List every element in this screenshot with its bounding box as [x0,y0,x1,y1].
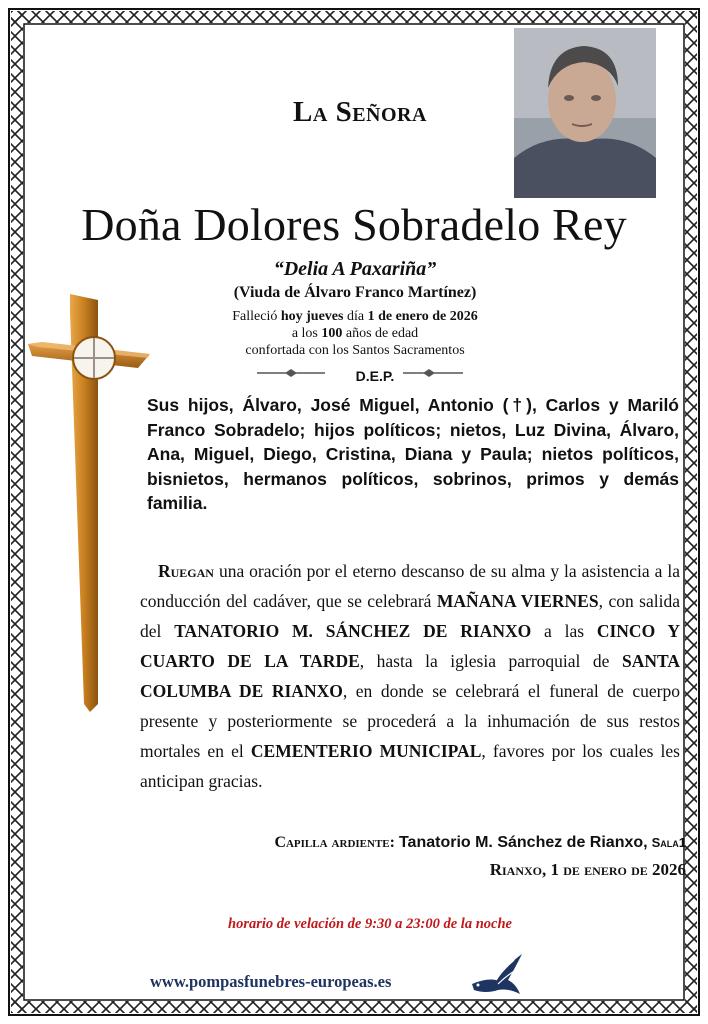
death-date: 1 de enero de 2026 [367,309,478,324]
age-pre: a los [291,326,322,341]
ruegan-lead: Ruegan [158,561,214,581]
death-day: hoy jueves [280,309,344,324]
ruegan-text-1: una oración por el eterno descanso de su alma y la asistencia a la conducción del cadáver, que se celebrará [140,561,680,611]
ruegan-text-2: , con salida del [140,591,680,641]
page-title: La Señora [293,96,427,128]
chapel-label: Capilla ardiente: [274,834,395,851]
death-date-pre: Falleció [232,309,281,324]
website-link[interactable]: www.pompasfunebres-europeas.es [150,972,392,991]
chapel-line [200,834,686,852]
death-date-line [170,308,540,325]
ruegan-text-4: , hasta la iglesia parroquial de [359,651,622,671]
sacraments-line: confortada con los Santos Sacramentos [245,343,465,358]
widow-of: (Viuda de Álvaro Franco Martínez) [233,284,477,301]
ruegan-text-3: a las [531,621,597,641]
ruegan-day: MAÑANA VIERNES [436,591,599,611]
death-date-mid: día [343,309,368,324]
ruegan-funeral-home: TANATORIO M. SÁNCHEZ DE RIANXO [174,621,532,641]
ruegan-text-5: , en donde se celebrará el funeral de cuerpo presente y posteriormente se procederá a la inhumación de sus restos mortales en el [140,681,680,761]
age-post: años de edad [342,326,419,341]
chapel-room: Sala1 [651,835,686,850]
cross-icon [28,292,150,712]
death-details [170,308,540,359]
portrait-photo [514,28,656,198]
chapel-place: Tanatorio M. Sánchez de Rianxo, [398,834,648,851]
viewing-hours: horario de velación de 9:30 a 23:00 de la noche [228,916,512,932]
ruegan-church: SANTA COLUMBA DE RIANXO [140,651,680,701]
dove-icon [468,950,524,1000]
ruegan-cemetery: CEMENTERIO MUNICIPAL [250,741,482,761]
family-text: Sus hijos, Álvaro, José Miguel, Antonio (†), Carlos y Mariló Franco Sobradelo; hijos políticos; nietos, Luz Divina, Álvaro, Ana, Miguel, Diego, Cristina, Diana y Paula; nietos políticos, bisnietos, hermanos políticos, sobrinos, primos y demás familia. [147,395,679,513]
age-value: 100 [321,326,343,341]
dep-label: D.E.P. [355,368,395,384]
age-line [170,325,540,342]
ruegan-paragraph [140,556,680,796]
place-date: Rianxo, 1 de enero de 2026 [489,860,686,879]
ruegan-time: CINCO Y CUARTO DE LA TARDE [140,621,680,671]
deceased-nickname: “Delia A Paxariña” [273,258,437,280]
ruegan-text-6: , favores por los cuales les anticipan gracias. [140,741,680,791]
deceased-name: Doña Dolores Sobradelo Rey [81,199,627,250]
